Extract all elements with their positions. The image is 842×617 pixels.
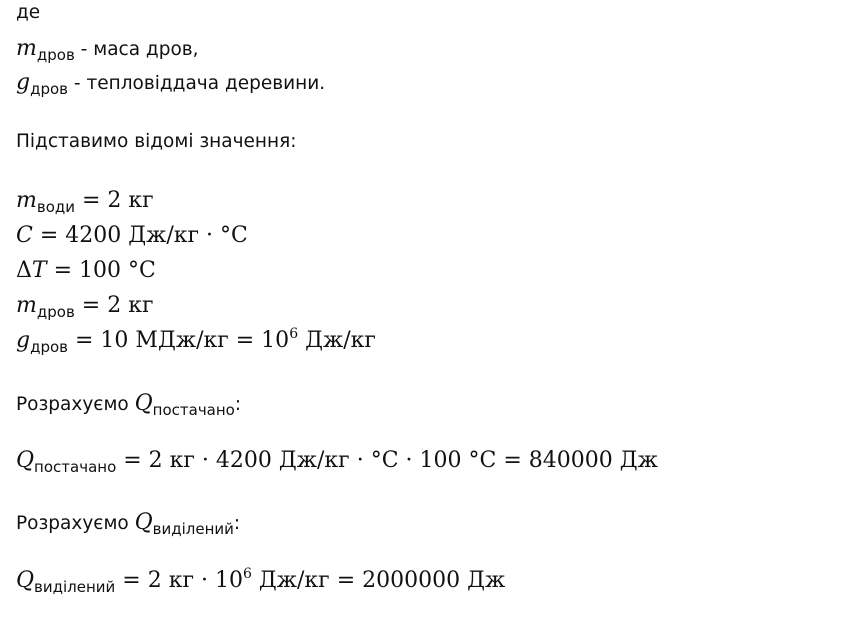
var-C: C: [16, 223, 33, 248]
subscript: виділений: [152, 520, 234, 538]
var-Q: Q: [16, 448, 35, 473]
equation-rhs: = 100 °C: [46, 258, 156, 283]
equation-q-supplied: [16, 448, 658, 476]
equation-rhs: = 2 кг · 10: [115, 568, 243, 593]
equation-heat-wood: [16, 326, 376, 356]
equation-rhs: = 10 МДж/кг = 10: [68, 328, 290, 353]
calc-supplied-heading: [16, 391, 242, 419]
subscript: постачано: [34, 458, 117, 476]
where-label: де: [16, 2, 41, 23]
subscript: постачано: [152, 401, 235, 419]
subscript: виділений: [34, 578, 116, 596]
definition-text: - тепловіддача деревини.: [68, 73, 326, 94]
equation-q-released: [16, 566, 506, 596]
equation-rhs: = 2 кг · 4200 Дж/кг · °C · 100 °C = 840000 Дж: [116, 448, 658, 473]
subscript: дров: [36, 303, 75, 321]
var-Q: Q: [16, 568, 35, 593]
calc-released-heading: [16, 510, 241, 538]
var-m: m: [16, 293, 37, 318]
colon: :: [234, 394, 242, 415]
var-g: g: [16, 70, 31, 95]
definition-heat-wood: [16, 70, 326, 98]
var-m: m: [16, 36, 37, 61]
calc-label: Розрахуємо: [16, 513, 135, 534]
substitute-heading: Підставимо відомі значення:: [16, 131, 297, 152]
equation-delta-t: [16, 258, 156, 283]
equation-mass-water: [16, 188, 154, 216]
equation-rhs-tail: Дж/кг: [298, 328, 376, 353]
delta-symbol: Δ: [16, 258, 32, 283]
var-Q: Q: [134, 391, 153, 416]
equation-rhs-tail: Дж/кг = 2000000 Дж: [251, 568, 506, 593]
equation-rhs: = 2 кг: [74, 293, 154, 318]
var-m: m: [16, 188, 37, 213]
var-Q: Q: [134, 510, 153, 535]
subscript: дров: [36, 46, 75, 64]
equation-heat-capacity: [16, 223, 248, 248]
equation-rhs: = 2 кг: [75, 188, 154, 213]
colon: :: [233, 513, 241, 534]
subscript: дров: [30, 338, 69, 356]
equation-rhs: = 4200 Дж/кг · °C: [32, 223, 248, 248]
exponent: 6: [289, 326, 299, 342]
var-g: g: [16, 328, 31, 353]
calc-label: Розрахуємо: [16, 394, 135, 415]
definition-text: - маса дров,: [74, 39, 199, 60]
definition-mass-wood: [16, 36, 199, 64]
subscript: дров: [30, 80, 69, 98]
var-T: T: [31, 258, 47, 283]
exponent: 6: [242, 566, 252, 582]
subscript: води: [36, 198, 76, 216]
equation-mass-wood: [16, 293, 154, 321]
